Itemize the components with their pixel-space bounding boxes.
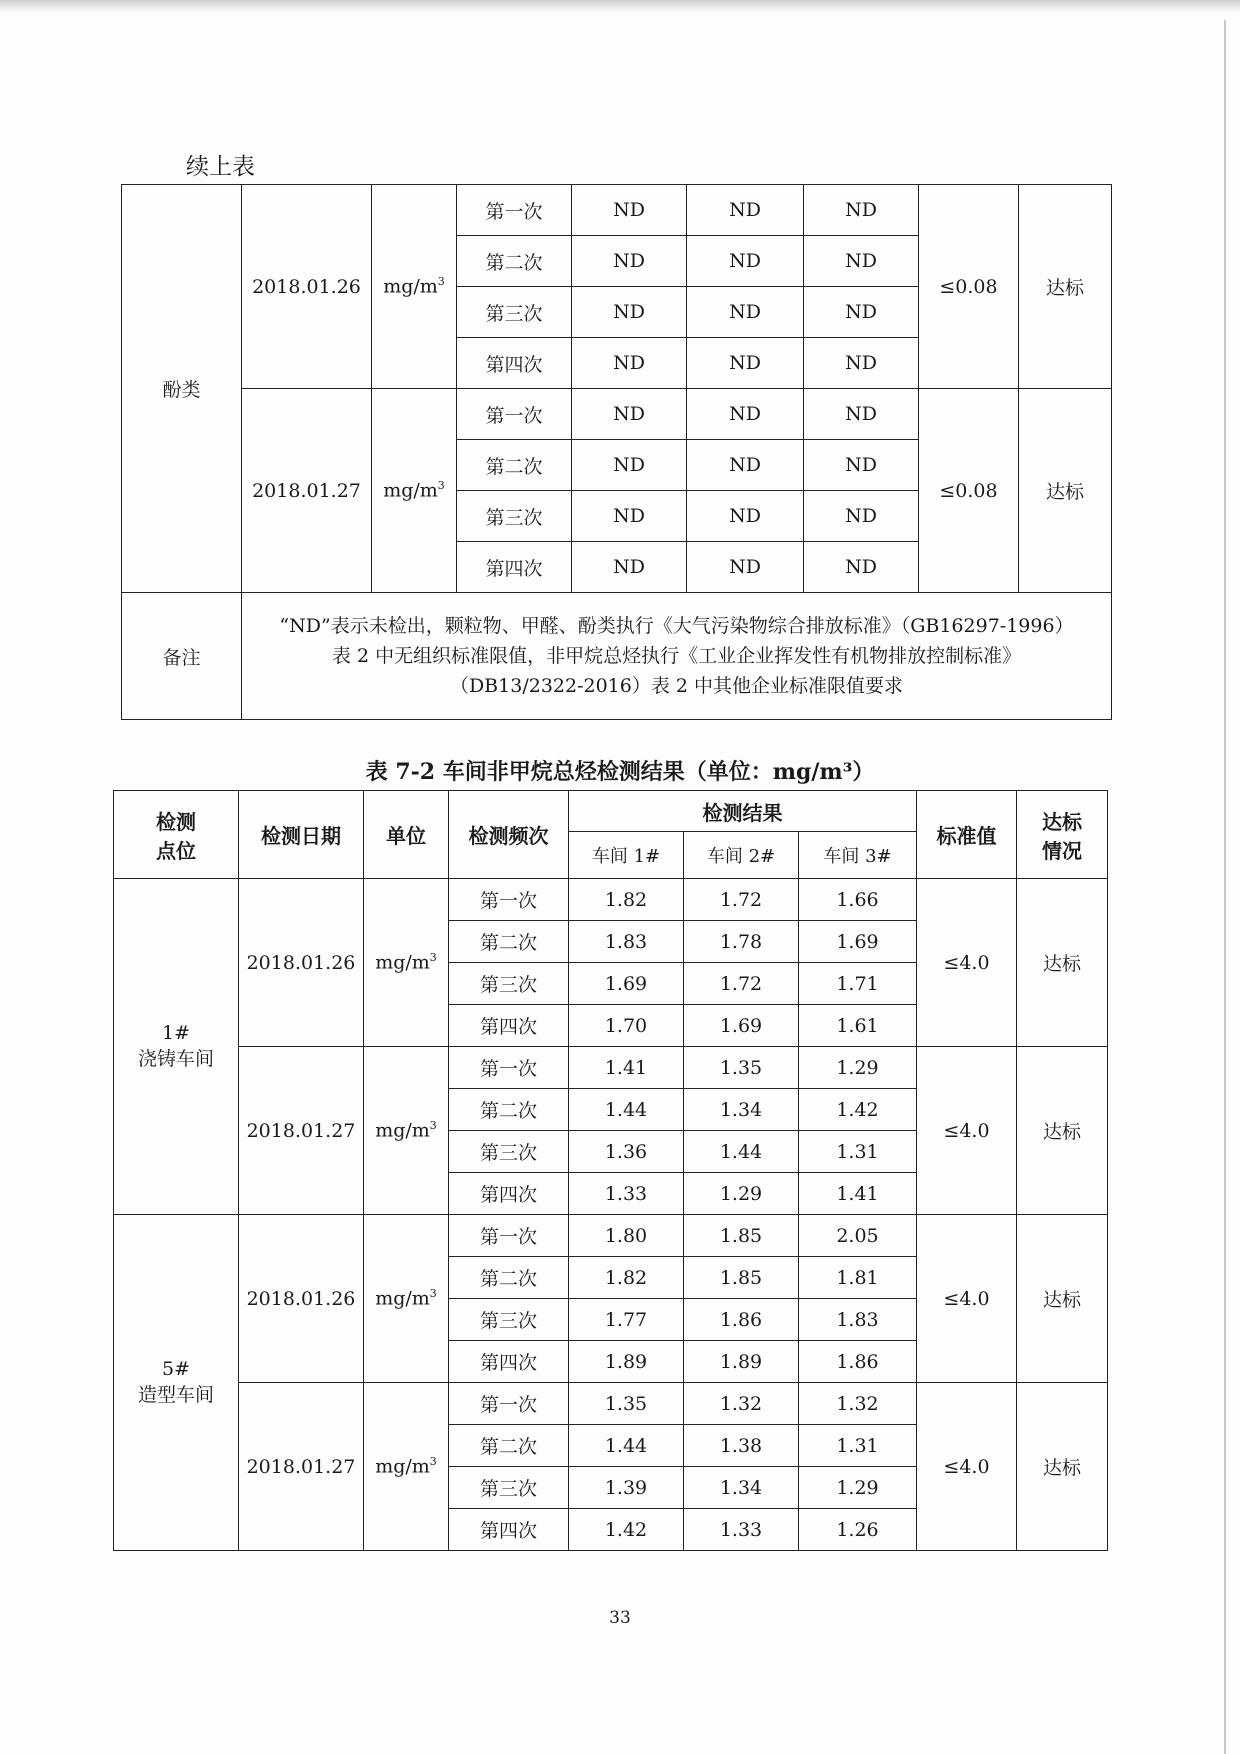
header-workshop-2: 车间 2# [684, 832, 799, 879]
result-cell: 1.35 [684, 1047, 799, 1089]
unit-superscript: 3 [429, 951, 437, 965]
result-cell: 1.26 [799, 1509, 917, 1551]
nmhc-results-table [113, 790, 1108, 1551]
result-cell: 1.44 [569, 1089, 684, 1131]
item-name: 酚类 [122, 185, 242, 593]
result-cell: 1.38 [684, 1425, 799, 1467]
scan-edge [1224, 20, 1226, 1754]
unit-text: mg/m [375, 1287, 430, 1310]
result-cell: ND [804, 185, 919, 236]
frequency-cell: 第二次 [457, 440, 572, 491]
frequency-cell: 第三次 [449, 963, 569, 1005]
result-cell: 1.61 [799, 1005, 917, 1047]
header-workshop-1: 车间 1# [569, 832, 684, 879]
result-cell: ND [572, 491, 687, 542]
result-cell: 1.89 [569, 1341, 684, 1383]
result-cell: 2.05 [799, 1215, 917, 1257]
result-cell: 1.36 [569, 1131, 684, 1173]
result-cell: 1.44 [684, 1131, 799, 1173]
result-cell: 1.41 [569, 1047, 684, 1089]
header-result: 检测结果 [569, 791, 917, 832]
header-unit: 单位 [364, 791, 449, 879]
result-cell: 1.83 [799, 1299, 917, 1341]
unit-superscript: 3 [437, 275, 445, 289]
frequency-cell: 第一次 [449, 1215, 569, 1257]
scan-shadow [0, 0, 1240, 12]
note-label: 备注 [122, 593, 242, 720]
unit-cell [364, 879, 449, 1047]
frequency-cell: 第四次 [449, 1173, 569, 1215]
result-cell: 1.35 [569, 1383, 684, 1425]
unit-cell [364, 1047, 449, 1215]
frequency-cell: 第三次 [449, 1299, 569, 1341]
frequency-cell: 第一次 [449, 879, 569, 921]
result-cell: ND [687, 440, 804, 491]
result-cell: ND [687, 542, 804, 593]
standard-cell: ≤4.0 [917, 1047, 1017, 1215]
result-cell: 1.39 [569, 1467, 684, 1509]
header-point: 检测 点位 [114, 791, 239, 879]
result-cell: 1.29 [684, 1173, 799, 1215]
note-line: （DB13/2322-2016）表 2 中其他企业标准限值要求 [449, 675, 904, 697]
frequency-cell: 第四次 [449, 1005, 569, 1047]
frequency-cell: 第三次 [457, 491, 572, 542]
date-cell: 2018.01.27 [239, 1383, 364, 1551]
result-cell: ND [687, 287, 804, 338]
frequency-cell: 第二次 [449, 1089, 569, 1131]
result-cell: ND [572, 542, 687, 593]
table-row [114, 1215, 1108, 1257]
result-cell: 1.32 [799, 1383, 917, 1425]
result-cell: 1.31 [799, 1131, 917, 1173]
result-cell: ND [804, 287, 919, 338]
result-cell: 1.33 [684, 1509, 799, 1551]
unit-superscript: 3 [429, 1119, 437, 1133]
result-cell: ND [804, 491, 919, 542]
result-cell: ND [572, 338, 687, 389]
header-workshop-3: 车间 3# [799, 832, 917, 879]
result-cell: ND [804, 389, 919, 440]
frequency-cell: 第二次 [457, 236, 572, 287]
result-cell: ND [687, 491, 804, 542]
standard-cell: ≤0.08 [919, 185, 1019, 389]
frequency-cell: 第一次 [457, 185, 572, 236]
result-cell: 1.86 [799, 1341, 917, 1383]
frequency-cell: 第四次 [457, 542, 572, 593]
result-cell: 1.72 [684, 879, 799, 921]
result-cell: ND [804, 236, 919, 287]
result-cell: 1.85 [684, 1257, 799, 1299]
unit-text: mg/m [375, 951, 430, 974]
header-frequency: 检测频次 [449, 791, 569, 879]
table-row [122, 389, 1112, 440]
frequency-cell: 第三次 [449, 1131, 569, 1173]
unit-cell [372, 185, 457, 389]
result-cell: 1.66 [799, 879, 917, 921]
unit-superscript: 3 [437, 479, 445, 493]
result-cell: ND [687, 185, 804, 236]
result-cell: 1.86 [684, 1299, 799, 1341]
result-cell: 1.80 [569, 1215, 684, 1257]
table-caption: 表 7-2 车间非甲烷总烃检测结果（单位：mg/m³） [365, 759, 875, 785]
result-cell: ND [572, 389, 687, 440]
unit-text: mg/m [383, 479, 438, 502]
result-cell: 1.69 [569, 963, 684, 1005]
unit-cell [372, 389, 457, 593]
header-status: 达标 情况 [1017, 791, 1108, 879]
result-cell: ND [804, 542, 919, 593]
unit-superscript: 3 [429, 1287, 437, 1301]
note-line: 表 2 中无组织标准限值，非甲烷总烃执行《工业企业挥发性有机物排放控制标准》 [331, 645, 1022, 667]
result-cell: 1.34 [684, 1467, 799, 1509]
result-cell: ND [572, 236, 687, 287]
status-cell: 达标 [1017, 1215, 1108, 1383]
unit-text: mg/m [375, 1455, 430, 1478]
date-cell: 2018.01.27 [239, 1047, 364, 1215]
phenol-table [121, 184, 1112, 720]
table-row [114, 1047, 1108, 1089]
result-cell: 1.85 [684, 1215, 799, 1257]
result-cell: 1.89 [684, 1341, 799, 1383]
result-cell: ND [572, 185, 687, 236]
result-cell: 1.69 [799, 921, 917, 963]
status-cell: 达标 [1019, 389, 1112, 593]
frequency-cell: 第四次 [449, 1341, 569, 1383]
result-cell: 1.82 [569, 879, 684, 921]
header-date: 检测日期 [239, 791, 364, 879]
frequency-cell: 第一次 [449, 1047, 569, 1089]
result-cell: 1.29 [799, 1467, 917, 1509]
result-cell: ND [572, 287, 687, 338]
status-cell: 达标 [1017, 1047, 1108, 1215]
table-row [122, 185, 1112, 236]
result-cell: 1.42 [799, 1089, 917, 1131]
result-cell: 1.82 [569, 1257, 684, 1299]
result-cell: 1.70 [569, 1005, 684, 1047]
frequency-cell: 第三次 [449, 1467, 569, 1509]
note-row [122, 593, 1112, 720]
result-cell: ND [687, 389, 804, 440]
page-number: 33 [609, 1608, 631, 1628]
status-cell: 达标 [1017, 879, 1108, 1047]
note-content [242, 593, 1112, 720]
date-cell: 2018.01.26 [242, 185, 372, 389]
result-cell: 1.31 [799, 1425, 917, 1467]
date-cell: 2018.01.27 [242, 389, 372, 593]
result-cell: 1.32 [684, 1383, 799, 1425]
standard-cell: ≤4.0 [917, 1383, 1017, 1551]
frequency-cell: 第四次 [457, 338, 572, 389]
unit-superscript: 3 [429, 1455, 437, 1469]
frequency-cell: 第二次 [449, 1425, 569, 1467]
table-row [114, 879, 1108, 921]
frequency-cell: 第二次 [449, 921, 569, 963]
standard-cell: ≤4.0 [917, 1215, 1017, 1383]
date-cell: 2018.01.26 [239, 1215, 364, 1383]
status-cell: 达标 [1019, 185, 1112, 389]
frequency-cell: 第二次 [449, 1257, 569, 1299]
point-cell: 5# 造型车间 [114, 1215, 239, 1551]
frequency-cell: 第三次 [457, 287, 572, 338]
result-cell: 1.69 [684, 1005, 799, 1047]
result-cell: ND [572, 440, 687, 491]
point-cell: 1# 浇铸车间 [114, 879, 239, 1215]
table-row [114, 1383, 1108, 1425]
result-cell: 1.77 [569, 1299, 684, 1341]
result-cell: 1.78 [684, 921, 799, 963]
result-cell: 1.72 [684, 963, 799, 1005]
note-line: “ND”表示未检出，颗粒物、甲醛、酚类执行《大气污染物综合排放标准》（GB16297-1996） [279, 615, 1074, 637]
unit-cell [364, 1215, 449, 1383]
result-cell: ND [804, 338, 919, 389]
result-cell: 1.41 [799, 1173, 917, 1215]
result-cell: 1.81 [799, 1257, 917, 1299]
status-cell: 达标 [1017, 1383, 1108, 1551]
header-standard: 标准值 [917, 791, 1017, 879]
result-cell: 1.34 [684, 1089, 799, 1131]
date-cell: 2018.01.26 [239, 879, 364, 1047]
standard-cell: ≤4.0 [917, 879, 1017, 1047]
result-cell: 1.71 [799, 963, 917, 1005]
standard-cell: ≤0.08 [919, 389, 1019, 593]
frequency-cell: 第一次 [457, 389, 572, 440]
result-cell: 1.29 [799, 1047, 917, 1089]
result-cell: 1.44 [569, 1425, 684, 1467]
continued-label: 续上表 [186, 154, 255, 180]
result-cell: 1.42 [569, 1509, 684, 1551]
frequency-cell: 第一次 [449, 1383, 569, 1425]
unit-cell [364, 1383, 449, 1551]
result-cell: 1.83 [569, 921, 684, 963]
result-cell: ND [804, 440, 919, 491]
result-cell: 1.33 [569, 1173, 684, 1215]
unit-text: mg/m [383, 275, 438, 298]
unit-text: mg/m [375, 1119, 430, 1142]
result-cell: ND [687, 338, 804, 389]
result-cell: ND [687, 236, 804, 287]
frequency-cell: 第四次 [449, 1509, 569, 1551]
